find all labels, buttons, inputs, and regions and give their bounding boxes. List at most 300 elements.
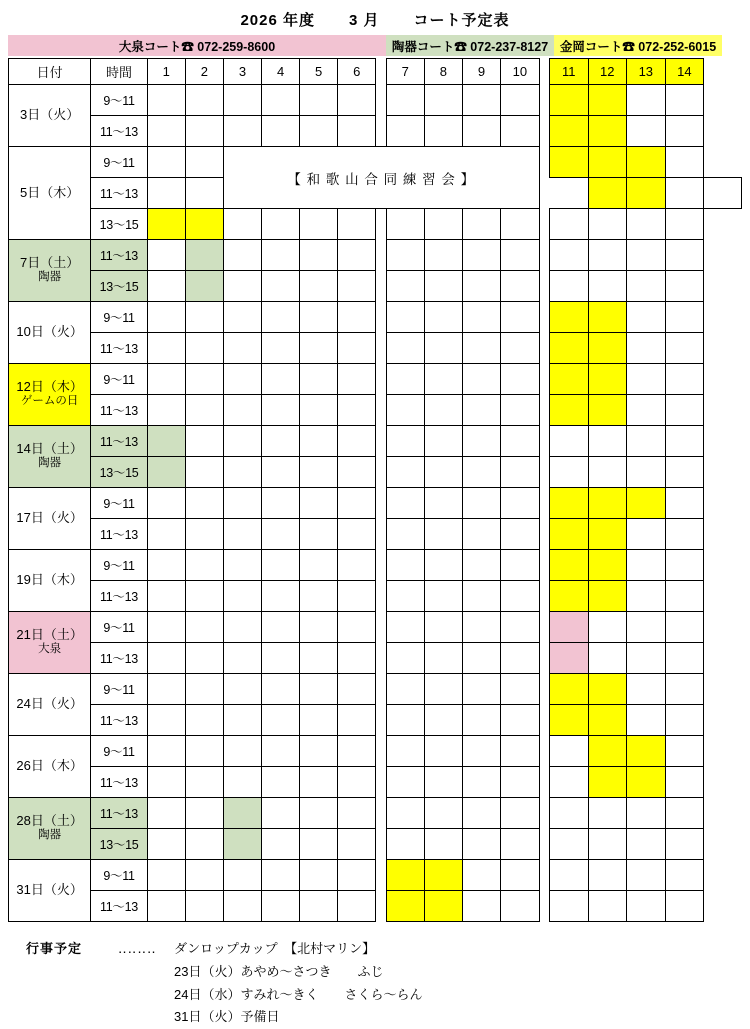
slot-cell-court-13[interactable] bbox=[627, 364, 666, 395]
slot-cell-court-8[interactable] bbox=[424, 457, 462, 488]
slot-cell-court-11[interactable] bbox=[550, 457, 588, 488]
slot-cell-court-3[interactable] bbox=[223, 488, 261, 519]
slot-cell-court-10[interactable] bbox=[501, 891, 540, 922]
slot-cell-court-11[interactable] bbox=[550, 519, 588, 550]
slot-cell-court-14[interactable] bbox=[665, 860, 704, 891]
slot-cell-court-1[interactable] bbox=[147, 550, 185, 581]
slot-cell-court-7[interactable] bbox=[386, 581, 424, 612]
slot-cell-court-8[interactable] bbox=[424, 643, 462, 674]
slot-cell-court-11[interactable] bbox=[550, 736, 588, 767]
slot-cell-court-10[interactable] bbox=[501, 364, 540, 395]
slot-cell-court-6[interactable] bbox=[338, 240, 376, 271]
slot-cell-court-10[interactable] bbox=[501, 488, 540, 519]
slot-cell-court-10[interactable] bbox=[501, 271, 540, 302]
slot-cell-court-2[interactable] bbox=[185, 798, 223, 829]
slot-cell-court-5[interactable] bbox=[300, 891, 338, 922]
slot-cell-court-2[interactable] bbox=[185, 705, 223, 736]
slot-cell-court-8[interactable] bbox=[424, 209, 462, 240]
slot-cell-court-12[interactable] bbox=[588, 240, 627, 271]
slot-cell-court-5[interactable] bbox=[300, 550, 338, 581]
slot-cell-court-8[interactable] bbox=[424, 705, 462, 736]
slot-cell-court-3[interactable] bbox=[223, 395, 261, 426]
slot-cell-court-9[interactable] bbox=[462, 271, 500, 302]
slot-cell-court-1[interactable] bbox=[147, 209, 185, 240]
slot-cell-court-1[interactable] bbox=[147, 581, 185, 612]
slot-cell-court-4[interactable] bbox=[262, 550, 300, 581]
slot-cell-court-13[interactable] bbox=[627, 426, 666, 457]
slot-cell-court-8[interactable] bbox=[424, 860, 462, 891]
slot-cell-court-9[interactable] bbox=[462, 333, 500, 364]
slot-cell-court-6[interactable] bbox=[338, 116, 376, 147]
slot-cell-court-13[interactable] bbox=[627, 798, 666, 829]
slot-cell-court-5[interactable] bbox=[300, 209, 338, 240]
slot-cell-court-13[interactable] bbox=[627, 85, 666, 116]
slot-cell-court-5[interactable] bbox=[300, 860, 338, 891]
slot-cell-court-5[interactable] bbox=[300, 488, 338, 519]
slot-cell-court-1[interactable] bbox=[147, 829, 185, 860]
slot-cell-court-12[interactable] bbox=[588, 302, 627, 333]
slot-cell-court-13[interactable] bbox=[627, 550, 666, 581]
slot-cell-court-13[interactable] bbox=[627, 705, 666, 736]
slot-cell-court-6[interactable] bbox=[338, 736, 376, 767]
slot-cell-court-2[interactable] bbox=[185, 829, 223, 860]
slot-cell-court-13[interactable] bbox=[627, 147, 666, 178]
slot-cell-court-14[interactable] bbox=[665, 891, 704, 922]
slot-cell-court-14[interactable] bbox=[665, 457, 704, 488]
slot-cell-court-1[interactable] bbox=[147, 178, 185, 209]
slot-cell-court-7[interactable] bbox=[386, 643, 424, 674]
slot-cell-court-14[interactable] bbox=[665, 674, 704, 705]
slot-cell-court-11[interactable] bbox=[550, 612, 588, 643]
slot-cell-court-9[interactable] bbox=[462, 705, 500, 736]
slot-cell-court-6[interactable] bbox=[338, 271, 376, 302]
slot-cell-court-10[interactable] bbox=[501, 736, 540, 767]
slot-cell-court-9[interactable] bbox=[462, 798, 500, 829]
slot-cell-court-7[interactable] bbox=[386, 457, 424, 488]
slot-cell-court-1[interactable] bbox=[147, 736, 185, 767]
slot-cell-court-14[interactable] bbox=[665, 643, 704, 674]
slot-cell-court-4[interactable] bbox=[262, 240, 300, 271]
slot-cell-court-8[interactable] bbox=[424, 240, 462, 271]
slot-cell-court-14[interactable] bbox=[665, 519, 704, 550]
slot-cell-court-13[interactable] bbox=[665, 178, 704, 209]
slot-cell-court-9[interactable] bbox=[462, 829, 500, 860]
slot-cell-court-10[interactable] bbox=[501, 209, 540, 240]
slot-cell-court-9[interactable] bbox=[462, 302, 500, 333]
slot-cell-court-4[interactable] bbox=[262, 891, 300, 922]
slot-cell-court-5[interactable] bbox=[300, 395, 338, 426]
slot-cell-court-11[interactable] bbox=[550, 333, 588, 364]
slot-cell-court-9[interactable] bbox=[462, 457, 500, 488]
slot-cell-court-7[interactable] bbox=[386, 674, 424, 705]
slot-cell-court-3[interactable] bbox=[223, 302, 261, 333]
slot-cell-court-2[interactable] bbox=[185, 302, 223, 333]
slot-cell-court-2[interactable] bbox=[185, 333, 223, 364]
slot-cell-court-6[interactable] bbox=[338, 798, 376, 829]
slot-cell-court-11[interactable] bbox=[550, 705, 588, 736]
slot-cell-court-14[interactable] bbox=[665, 240, 704, 271]
slot-cell-court-5[interactable] bbox=[300, 519, 338, 550]
slot-cell-court-11[interactable] bbox=[550, 209, 588, 240]
slot-cell-court-5[interactable] bbox=[300, 240, 338, 271]
slot-cell-court-5[interactable] bbox=[300, 333, 338, 364]
slot-cell-court-2[interactable] bbox=[185, 147, 223, 178]
slot-cell-court-6[interactable] bbox=[338, 550, 376, 581]
slot-cell-court-12[interactable] bbox=[588, 271, 627, 302]
slot-cell-court-3[interactable] bbox=[223, 116, 261, 147]
slot-cell-court-13[interactable] bbox=[627, 395, 666, 426]
slot-cell-court-13[interactable] bbox=[627, 302, 666, 333]
slot-cell-court-3[interactable] bbox=[223, 209, 261, 240]
slot-cell-court-11[interactable] bbox=[550, 891, 588, 922]
slot-cell-court-1[interactable] bbox=[147, 116, 185, 147]
slot-cell-court-10[interactable] bbox=[501, 674, 540, 705]
slot-cell-court-6[interactable] bbox=[338, 767, 376, 798]
slot-cell-court-6[interactable] bbox=[338, 209, 376, 240]
slot-cell-court-1[interactable] bbox=[147, 364, 185, 395]
slot-cell-court-10[interactable] bbox=[501, 240, 540, 271]
slot-cell-court-7[interactable] bbox=[386, 891, 424, 922]
slot-cell-court-4[interactable] bbox=[262, 829, 300, 860]
slot-cell-court-9[interactable] bbox=[462, 240, 500, 271]
slot-cell-court-3[interactable] bbox=[223, 891, 261, 922]
slot-cell-court-1[interactable] bbox=[147, 798, 185, 829]
slot-cell-court-11[interactable] bbox=[550, 85, 588, 116]
slot-cell-court-3[interactable] bbox=[223, 767, 261, 798]
slot-cell-court-4[interactable] bbox=[262, 705, 300, 736]
slot-cell-court-2[interactable] bbox=[185, 395, 223, 426]
slot-cell-court-9[interactable] bbox=[462, 891, 500, 922]
slot-cell-court-3[interactable] bbox=[223, 860, 261, 891]
slot-cell-court-11[interactable] bbox=[550, 643, 588, 674]
slot-cell-court-7[interactable] bbox=[386, 860, 424, 891]
slot-cell-court-7[interactable] bbox=[386, 550, 424, 581]
slot-cell-court-6[interactable] bbox=[338, 488, 376, 519]
slot-cell-court-1[interactable] bbox=[147, 519, 185, 550]
slot-cell-court-12[interactable] bbox=[588, 612, 627, 643]
slot-cell-court-7[interactable] bbox=[386, 364, 424, 395]
slot-cell-court-4[interactable] bbox=[262, 333, 300, 364]
slot-cell-court-3[interactable] bbox=[223, 85, 261, 116]
slot-cell-court-1[interactable] bbox=[147, 85, 185, 116]
slot-cell-court-8[interactable] bbox=[424, 85, 462, 116]
slot-cell-court-4[interactable] bbox=[262, 271, 300, 302]
slot-cell-court-9[interactable] bbox=[462, 860, 500, 891]
slot-cell-court-5[interactable] bbox=[300, 426, 338, 457]
slot-cell-court-9[interactable] bbox=[462, 550, 500, 581]
slot-cell-court-3[interactable] bbox=[223, 364, 261, 395]
slot-cell-court-12[interactable] bbox=[588, 333, 627, 364]
slot-cell-court-12[interactable] bbox=[588, 705, 627, 736]
slot-cell-court-14[interactable] bbox=[665, 829, 704, 860]
slot-cell-court-14[interactable] bbox=[665, 364, 704, 395]
slot-cell-court-6[interactable] bbox=[338, 705, 376, 736]
slot-cell-court-6[interactable] bbox=[338, 519, 376, 550]
slot-cell-court-13[interactable] bbox=[627, 240, 666, 271]
slot-cell-court-9[interactable] bbox=[462, 674, 500, 705]
slot-cell-court-3[interactable] bbox=[223, 457, 261, 488]
slot-cell-court-5[interactable] bbox=[300, 612, 338, 643]
slot-cell-court-4[interactable] bbox=[262, 519, 300, 550]
slot-cell-court-13[interactable] bbox=[627, 891, 666, 922]
slot-cell-court-11[interactable] bbox=[550, 767, 588, 798]
slot-cell-court-2[interactable] bbox=[185, 550, 223, 581]
slot-cell-court-8[interactable] bbox=[424, 302, 462, 333]
slot-cell-court-2[interactable] bbox=[185, 612, 223, 643]
slot-cell-court-3[interactable] bbox=[223, 333, 261, 364]
slot-cell-court-3[interactable] bbox=[223, 426, 261, 457]
slot-cell-court-12[interactable] bbox=[588, 116, 627, 147]
slot-cell-court-14[interactable] bbox=[665, 147, 704, 178]
slot-cell-court-5[interactable] bbox=[300, 271, 338, 302]
slot-cell-court-4[interactable] bbox=[262, 426, 300, 457]
slot-cell-court-1[interactable] bbox=[147, 767, 185, 798]
slot-cell-court-12[interactable] bbox=[588, 209, 627, 240]
slot-cell-court-14[interactable] bbox=[665, 705, 704, 736]
slot-cell-court-3[interactable] bbox=[223, 829, 261, 860]
slot-cell-court-13[interactable] bbox=[627, 333, 666, 364]
slot-cell-court-8[interactable] bbox=[424, 519, 462, 550]
slot-cell-court-11[interactable] bbox=[550, 364, 588, 395]
slot-cell-court-6[interactable] bbox=[338, 891, 376, 922]
slot-cell-court-12[interactable] bbox=[588, 488, 627, 519]
slot-cell-court-7[interactable] bbox=[386, 209, 424, 240]
slot-cell-court-7[interactable] bbox=[386, 705, 424, 736]
slot-cell-court-6[interactable] bbox=[338, 674, 376, 705]
slot-cell-court-4[interactable] bbox=[262, 209, 300, 240]
slot-cell-court-4[interactable] bbox=[262, 488, 300, 519]
slot-cell-court-12[interactable] bbox=[588, 426, 627, 457]
slot-cell-court-8[interactable] bbox=[424, 271, 462, 302]
slot-cell-court-7[interactable] bbox=[386, 519, 424, 550]
slot-cell-court-5[interactable] bbox=[300, 767, 338, 798]
slot-cell-court-1[interactable] bbox=[147, 147, 185, 178]
slot-cell-court-4[interactable] bbox=[262, 364, 300, 395]
slot-cell-court-13[interactable] bbox=[627, 488, 666, 519]
slot-cell-court-6[interactable] bbox=[338, 302, 376, 333]
slot-cell-court-2[interactable] bbox=[185, 643, 223, 674]
slot-cell-court-8[interactable] bbox=[424, 829, 462, 860]
slot-cell-court-3[interactable] bbox=[223, 736, 261, 767]
slot-cell-court-3[interactable] bbox=[223, 643, 261, 674]
slot-cell-court-13[interactable] bbox=[627, 612, 666, 643]
slot-cell-court-11[interactable] bbox=[550, 116, 588, 147]
slot-cell-court-13[interactable] bbox=[627, 116, 666, 147]
slot-cell-court-8[interactable] bbox=[424, 891, 462, 922]
slot-cell-court-8[interactable] bbox=[424, 736, 462, 767]
slot-cell-court-7[interactable] bbox=[386, 829, 424, 860]
slot-cell-court-13[interactable] bbox=[627, 860, 666, 891]
slot-cell-court-12[interactable] bbox=[588, 550, 627, 581]
slot-cell-court-5[interactable] bbox=[300, 736, 338, 767]
slot-cell-court-10[interactable] bbox=[501, 302, 540, 333]
slot-cell-court-14[interactable] bbox=[665, 767, 704, 798]
slot-cell-court-11[interactable] bbox=[550, 426, 588, 457]
slot-cell-court-14[interactable] bbox=[665, 333, 704, 364]
slot-cell-court-9[interactable] bbox=[462, 209, 500, 240]
slot-cell-court-7[interactable] bbox=[386, 333, 424, 364]
slot-cell-court-10[interactable] bbox=[501, 829, 540, 860]
slot-cell-court-13[interactable] bbox=[627, 581, 666, 612]
slot-cell-court-13[interactable] bbox=[627, 643, 666, 674]
slot-cell-court-14[interactable] bbox=[665, 798, 704, 829]
slot-cell-court-10[interactable] bbox=[501, 426, 540, 457]
slot-cell-court-12[interactable] bbox=[588, 457, 627, 488]
slot-cell-court-12[interactable] bbox=[588, 364, 627, 395]
slot-cell-court-2[interactable] bbox=[185, 488, 223, 519]
slot-cell-court-9[interactable] bbox=[462, 736, 500, 767]
slot-cell-court-11[interactable] bbox=[550, 829, 588, 860]
slot-cell-court-1[interactable] bbox=[147, 488, 185, 519]
slot-cell-court-2[interactable] bbox=[185, 178, 223, 209]
slot-cell-court-14[interactable] bbox=[665, 581, 704, 612]
slot-cell-court-11[interactable] bbox=[550, 302, 588, 333]
slot-cell-court-4[interactable] bbox=[262, 85, 300, 116]
slot-cell-court-1[interactable] bbox=[147, 333, 185, 364]
slot-cell-court-5[interactable] bbox=[300, 674, 338, 705]
slot-cell-court-11[interactable] bbox=[550, 674, 588, 705]
slot-cell-court-7[interactable] bbox=[386, 85, 424, 116]
slot-cell-court-11[interactable] bbox=[550, 271, 588, 302]
slot-cell-court-1[interactable] bbox=[147, 612, 185, 643]
slot-cell-court-7[interactable] bbox=[386, 395, 424, 426]
slot-cell-court-7[interactable] bbox=[386, 798, 424, 829]
slot-cell-court-11[interactable] bbox=[550, 581, 588, 612]
slot-cell-court-6[interactable] bbox=[338, 643, 376, 674]
slot-cell-court-8[interactable] bbox=[424, 488, 462, 519]
slot-cell-court-13[interactable] bbox=[627, 519, 666, 550]
slot-cell-court-10[interactable] bbox=[501, 581, 540, 612]
slot-cell-court-4[interactable] bbox=[262, 612, 300, 643]
slot-cell-court-5[interactable] bbox=[300, 116, 338, 147]
slot-cell-court-7[interactable] bbox=[386, 612, 424, 643]
slot-cell-court-12[interactable] bbox=[627, 178, 666, 209]
slot-cell-court-6[interactable] bbox=[338, 395, 376, 426]
slot-cell-court-5[interactable] bbox=[300, 364, 338, 395]
slot-cell-court-14[interactable] bbox=[665, 736, 704, 767]
slot-cell-court-13[interactable] bbox=[627, 457, 666, 488]
slot-cell-court-6[interactable] bbox=[338, 829, 376, 860]
slot-cell-court-7[interactable] bbox=[386, 240, 424, 271]
slot-cell-court-12[interactable] bbox=[588, 891, 627, 922]
slot-cell-court-11[interactable] bbox=[550, 860, 588, 891]
slot-cell-court-3[interactable] bbox=[223, 271, 261, 302]
slot-cell-court-10[interactable] bbox=[501, 798, 540, 829]
slot-cell-court-6[interactable] bbox=[338, 333, 376, 364]
slot-cell-court-2[interactable] bbox=[185, 240, 223, 271]
slot-cell-court-7[interactable] bbox=[386, 767, 424, 798]
slot-cell-court-2[interactable] bbox=[185, 519, 223, 550]
slot-cell-court-11[interactable] bbox=[550, 550, 588, 581]
slot-cell-court-4[interactable] bbox=[262, 736, 300, 767]
slot-cell-court-10[interactable] bbox=[501, 116, 540, 147]
slot-cell-court-10[interactable] bbox=[501, 395, 540, 426]
slot-cell-court-5[interactable] bbox=[300, 798, 338, 829]
slot-cell-court-14[interactable] bbox=[665, 271, 704, 302]
slot-cell-court-1[interactable] bbox=[147, 674, 185, 705]
slot-cell-court-12[interactable] bbox=[588, 829, 627, 860]
slot-cell-court-6[interactable] bbox=[338, 860, 376, 891]
slot-cell-court-12[interactable] bbox=[588, 674, 627, 705]
slot-cell-court-13[interactable] bbox=[627, 209, 666, 240]
slot-cell-court-10[interactable] bbox=[501, 519, 540, 550]
slot-cell-court-8[interactable] bbox=[424, 581, 462, 612]
slot-cell-court-13[interactable] bbox=[627, 271, 666, 302]
slot-cell-court-14[interactable] bbox=[665, 426, 704, 457]
slot-cell-court-9[interactable] bbox=[462, 426, 500, 457]
slot-cell-court-8[interactable] bbox=[424, 395, 462, 426]
slot-cell-court-2[interactable] bbox=[185, 209, 223, 240]
slot-cell-court-1[interactable] bbox=[147, 891, 185, 922]
slot-cell-court-9[interactable] bbox=[462, 488, 500, 519]
slot-cell-court-10[interactable] bbox=[501, 612, 540, 643]
slot-cell-court-12[interactable] bbox=[588, 147, 627, 178]
slot-cell-court-13[interactable] bbox=[627, 736, 666, 767]
slot-cell-court-5[interactable] bbox=[300, 705, 338, 736]
slot-cell-court-9[interactable] bbox=[462, 612, 500, 643]
slot-cell-court-4[interactable] bbox=[262, 767, 300, 798]
slot-cell-court-14[interactable] bbox=[665, 550, 704, 581]
slot-cell-court-11[interactable] bbox=[550, 240, 588, 271]
slot-cell-court-3[interactable] bbox=[223, 798, 261, 829]
slot-cell-court-14[interactable] bbox=[665, 209, 704, 240]
slot-cell-court-1[interactable] bbox=[147, 302, 185, 333]
slot-cell-court-2[interactable] bbox=[185, 736, 223, 767]
slot-cell-court-6[interactable] bbox=[338, 85, 376, 116]
slot-cell-court-1[interactable] bbox=[147, 705, 185, 736]
slot-cell-court-4[interactable] bbox=[262, 581, 300, 612]
slot-cell-court-2[interactable] bbox=[185, 581, 223, 612]
slot-cell-court-13[interactable] bbox=[627, 767, 666, 798]
slot-cell-court-1[interactable] bbox=[147, 395, 185, 426]
slot-cell-court-1[interactable] bbox=[147, 271, 185, 302]
slot-cell-court-3[interactable] bbox=[223, 240, 261, 271]
slot-cell-court-11[interactable] bbox=[550, 395, 588, 426]
slot-cell-court-3[interactable] bbox=[223, 550, 261, 581]
slot-cell-court-6[interactable] bbox=[338, 457, 376, 488]
slot-cell-court-7[interactable] bbox=[386, 116, 424, 147]
slot-cell-court-7[interactable] bbox=[386, 426, 424, 457]
slot-cell-court-10[interactable] bbox=[501, 860, 540, 891]
slot-cell-court-11[interactable] bbox=[550, 488, 588, 519]
slot-cell-court-12[interactable] bbox=[588, 85, 627, 116]
slot-cell-court-12[interactable] bbox=[588, 767, 627, 798]
slot-cell-court-7[interactable] bbox=[386, 271, 424, 302]
slot-cell-court-5[interactable] bbox=[300, 829, 338, 860]
slot-cell-court-8[interactable] bbox=[424, 612, 462, 643]
slot-cell-court-9[interactable] bbox=[462, 395, 500, 426]
slot-cell-court-1[interactable] bbox=[147, 240, 185, 271]
slot-cell-court-8[interactable] bbox=[424, 767, 462, 798]
slot-cell-court-8[interactable] bbox=[424, 550, 462, 581]
slot-cell-court-1[interactable] bbox=[147, 643, 185, 674]
slot-cell-court-8[interactable] bbox=[424, 798, 462, 829]
slot-cell-court-1[interactable] bbox=[147, 426, 185, 457]
slot-cell-court-14[interactable] bbox=[665, 612, 704, 643]
slot-cell-court-3[interactable] bbox=[223, 612, 261, 643]
slot-cell-court-13[interactable] bbox=[627, 674, 666, 705]
slot-cell-court-5[interactable] bbox=[300, 581, 338, 612]
slot-cell-court-1[interactable] bbox=[147, 860, 185, 891]
slot-cell-court-11[interactable] bbox=[588, 178, 627, 209]
slot-cell-court-8[interactable] bbox=[424, 674, 462, 705]
slot-cell-court-14[interactable] bbox=[665, 116, 704, 147]
slot-cell-court-10[interactable] bbox=[501, 457, 540, 488]
slot-cell-court-14[interactable] bbox=[704, 178, 742, 209]
slot-cell-court-9[interactable] bbox=[462, 581, 500, 612]
slot-cell-court-8[interactable] bbox=[424, 333, 462, 364]
slot-cell-court-10[interactable] bbox=[501, 550, 540, 581]
